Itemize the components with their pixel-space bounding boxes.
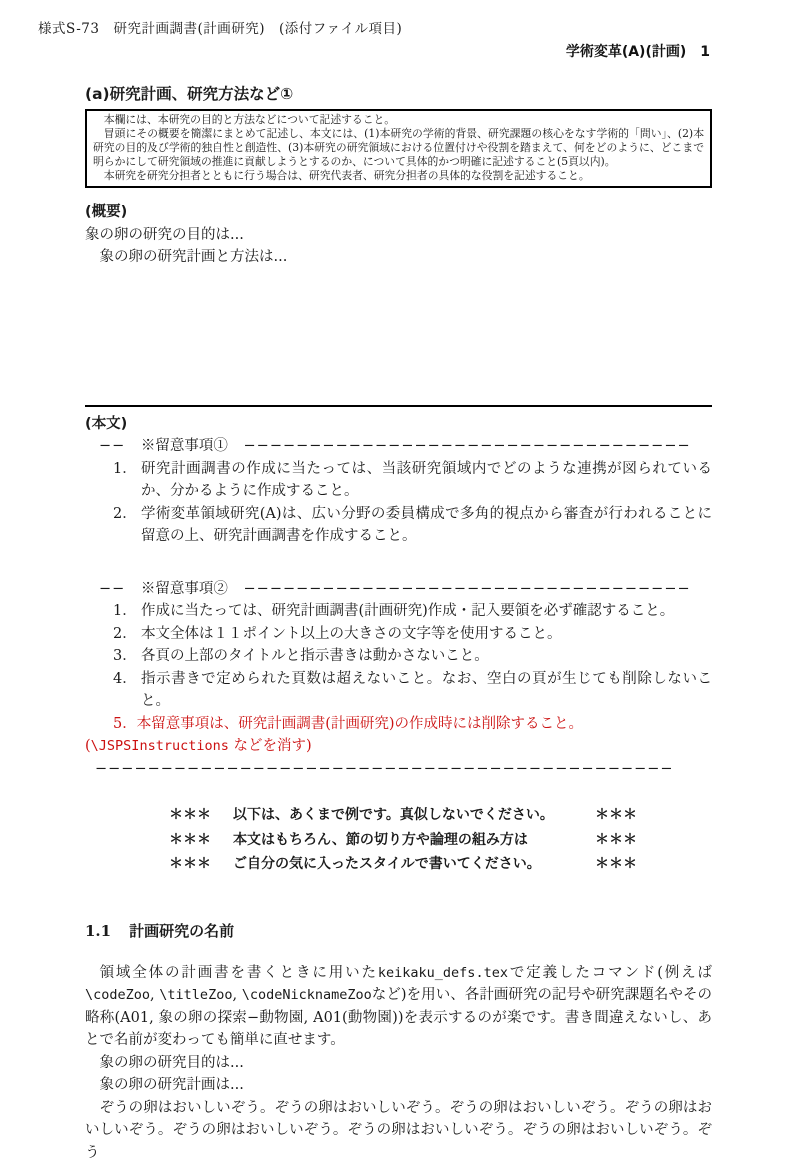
dash-run: −−−−−−−−−−−−−−−−−−−−−−−−−−−−−−−−−−	[244, 438, 691, 454]
item-text: 本文全体は１１ポイント以上の大きさの文字等を使用すること。	[141, 623, 712, 646]
note1-label: ※留意事項①	[131, 438, 238, 454]
body-text: など)を用い、各計画研究の記号や研究課題名やその略称(A01, 象の卵の探索−動物園, A01(動物園))を表示するのが楽です。書き間違えないし、あとで名前が変わっても簡単に直せます。	[85, 987, 712, 1048]
item-number: 1．	[113, 458, 141, 503]
stars-right: ＊＊＊	[595, 828, 637, 853]
instruction-paragraph: 本研究を研究分担者とともに行う場合は、研究代表者、研究分担者の具体的な役割を記述すること。	[93, 169, 704, 183]
summary-line-plan: 象の卵の研究計画と方法は...	[85, 246, 712, 269]
instruction-box	[85, 109, 712, 188]
instruction-paragraph: 冒頭にその概要を簡潔にまとめて記述し、本文には、(1)本研究の学術的背景、研究課題の核心をなす学術的「問い」、(2)本研究の目的及び学術的独自性と創造性、(3)本研究の研究領域における位置付けや役割を踏まえて、何をどのように、どこまで明らかにして研究領域の推進に貢献しようとするのか、について具体的かつ明確に記述すること(5頁以内)。	[93, 127, 704, 169]
latex-command-jspsinstructions: \JSPSInstructions	[91, 738, 229, 754]
document-type-header: 学術変革(A)(計画) 1	[566, 41, 710, 61]
disclaimer-row	[169, 852, 712, 877]
placeholder-body-paragraph: ぞうの卵はおいしいぞう。ぞうの卵はおいしいぞう。ぞうの卵はおいしいぞう。ぞうの卵はおいしいぞう。ぞうの卵はおいしいぞう。ぞうの卵はおいしいぞう。ぞうの卵はおいしいぞう。ぞう	[85, 1097, 712, 1164]
stars-left: ＊＊＊	[169, 828, 233, 853]
section-1-1-heading	[85, 921, 712, 941]
note2-label: ※留意事項②	[131, 581, 238, 597]
dash-run: −−	[85, 581, 125, 597]
item-number: 2．	[113, 623, 141, 646]
research-purpose-line: 象の卵の研究目的は...	[85, 1052, 712, 1075]
example-disclaimer-block	[169, 803, 712, 877]
item-text: 学術変革領域研究(A)は、広い分野の委員構成で多角的視点から審査が行われることに留意の上、研究計画調書を作成すること。	[141, 503, 712, 548]
body-text: 領域全体の計画書を書くときに用いた	[100, 965, 378, 981]
form-code-header: 様式S-73 研究計画調書(計画研究) (添付ファイル項目)	[38, 17, 402, 37]
note1-header-line	[85, 435, 712, 458]
dash-run: −−	[85, 438, 125, 454]
item-text: 研究計画調書の作成に当たっては、当該研究領域内でどのような連携が図られているか、分かるように作成すること。	[141, 458, 712, 503]
body-text: で定義したコマンド(例えば	[508, 965, 712, 981]
latex-command-titlezoo: \titleZoo	[159, 987, 232, 1003]
disclaimer-text: ご自分の気に入ったスタイルで書いてください。	[233, 852, 595, 877]
section-title: 計画研究の名前	[129, 922, 234, 940]
blank-space	[85, 548, 712, 578]
red-note-text: 5．本留意事項は、研究計画調書(計画研究)の作成時には削除すること。(	[85, 716, 583, 755]
disclaimer-row	[169, 803, 712, 828]
section-divider-rule	[85, 405, 712, 407]
item-text: 指示書きで定められた頁数は超えないこと。なお、空白の頁が生じても削除しないこと。	[141, 668, 712, 713]
item-number: 3．	[113, 645, 141, 668]
dash-run: −−−−−−−−−−−−−−−−−−−−−−−−−−−−−−−−−−	[244, 581, 691, 597]
body-text: ,	[232, 987, 241, 1003]
note2-item-2	[113, 623, 712, 646]
stars-left: ＊＊＊	[169, 803, 233, 828]
note2-item-3	[113, 645, 712, 668]
stars-right: ＊＊＊	[595, 803, 637, 828]
note1-item-2	[113, 503, 712, 548]
note2-header-line	[85, 578, 712, 601]
red-note-text: などを消す)	[229, 738, 312, 754]
section-a-title: (a)研究計画、研究方法など①	[85, 84, 712, 104]
instruction-paragraph: 本欄には、本研究の目的と方法などについて記述すること。	[93, 113, 704, 127]
closing-dash-rule: −−−−−−−−−−−−−−−−−−−−−−−−−−−−−−−−−−−−−−−−−−−−	[85, 758, 712, 781]
disclaimer-text: 本文はもちろん、節の切り方や論理の組み方は	[233, 828, 595, 853]
note2-item-4	[113, 668, 712, 713]
latex-file-keikaku-defs: keikaku_defs.tex	[378, 965, 508, 981]
section-1-1-paragraph	[85, 962, 712, 1052]
disclaimer-row	[169, 828, 712, 853]
stars-left: ＊＊＊	[169, 852, 233, 877]
latex-command-codezoo: \codeZoo	[85, 987, 150, 1003]
summary-line-purpose: 象の卵の研究の目的は...	[85, 224, 712, 247]
item-number: 1．	[113, 600, 141, 623]
main-text-label: (本文)	[85, 413, 712, 436]
item-text: 作成に当たっては、研究計画調書(計画研究)作成・記入要領を必ず確認すること。	[141, 600, 712, 623]
item-number: 4．	[113, 668, 141, 713]
latex-command-codenicknamezoo: \codeNicknameZoo	[242, 987, 372, 1003]
body-text: ,	[150, 987, 159, 1003]
summary-label: (概要)	[85, 201, 712, 224]
research-plan-line: 象の卵の研究計画は...	[85, 1074, 712, 1097]
item-number: 2．	[113, 503, 141, 548]
note2-item-1	[113, 600, 712, 623]
item-text: 各頁の上部のタイトルと指示書きは動かさないこと。	[141, 645, 712, 668]
blank-space	[85, 269, 712, 405]
stars-right: ＊＊＊	[595, 852, 637, 877]
section-number: 1.1	[85, 922, 111, 940]
disclaimer-text: 以下は、あくまで例です。真似しないでください。	[233, 803, 595, 828]
note1-item-1	[113, 458, 712, 503]
note2-item-5-red	[85, 713, 712, 758]
